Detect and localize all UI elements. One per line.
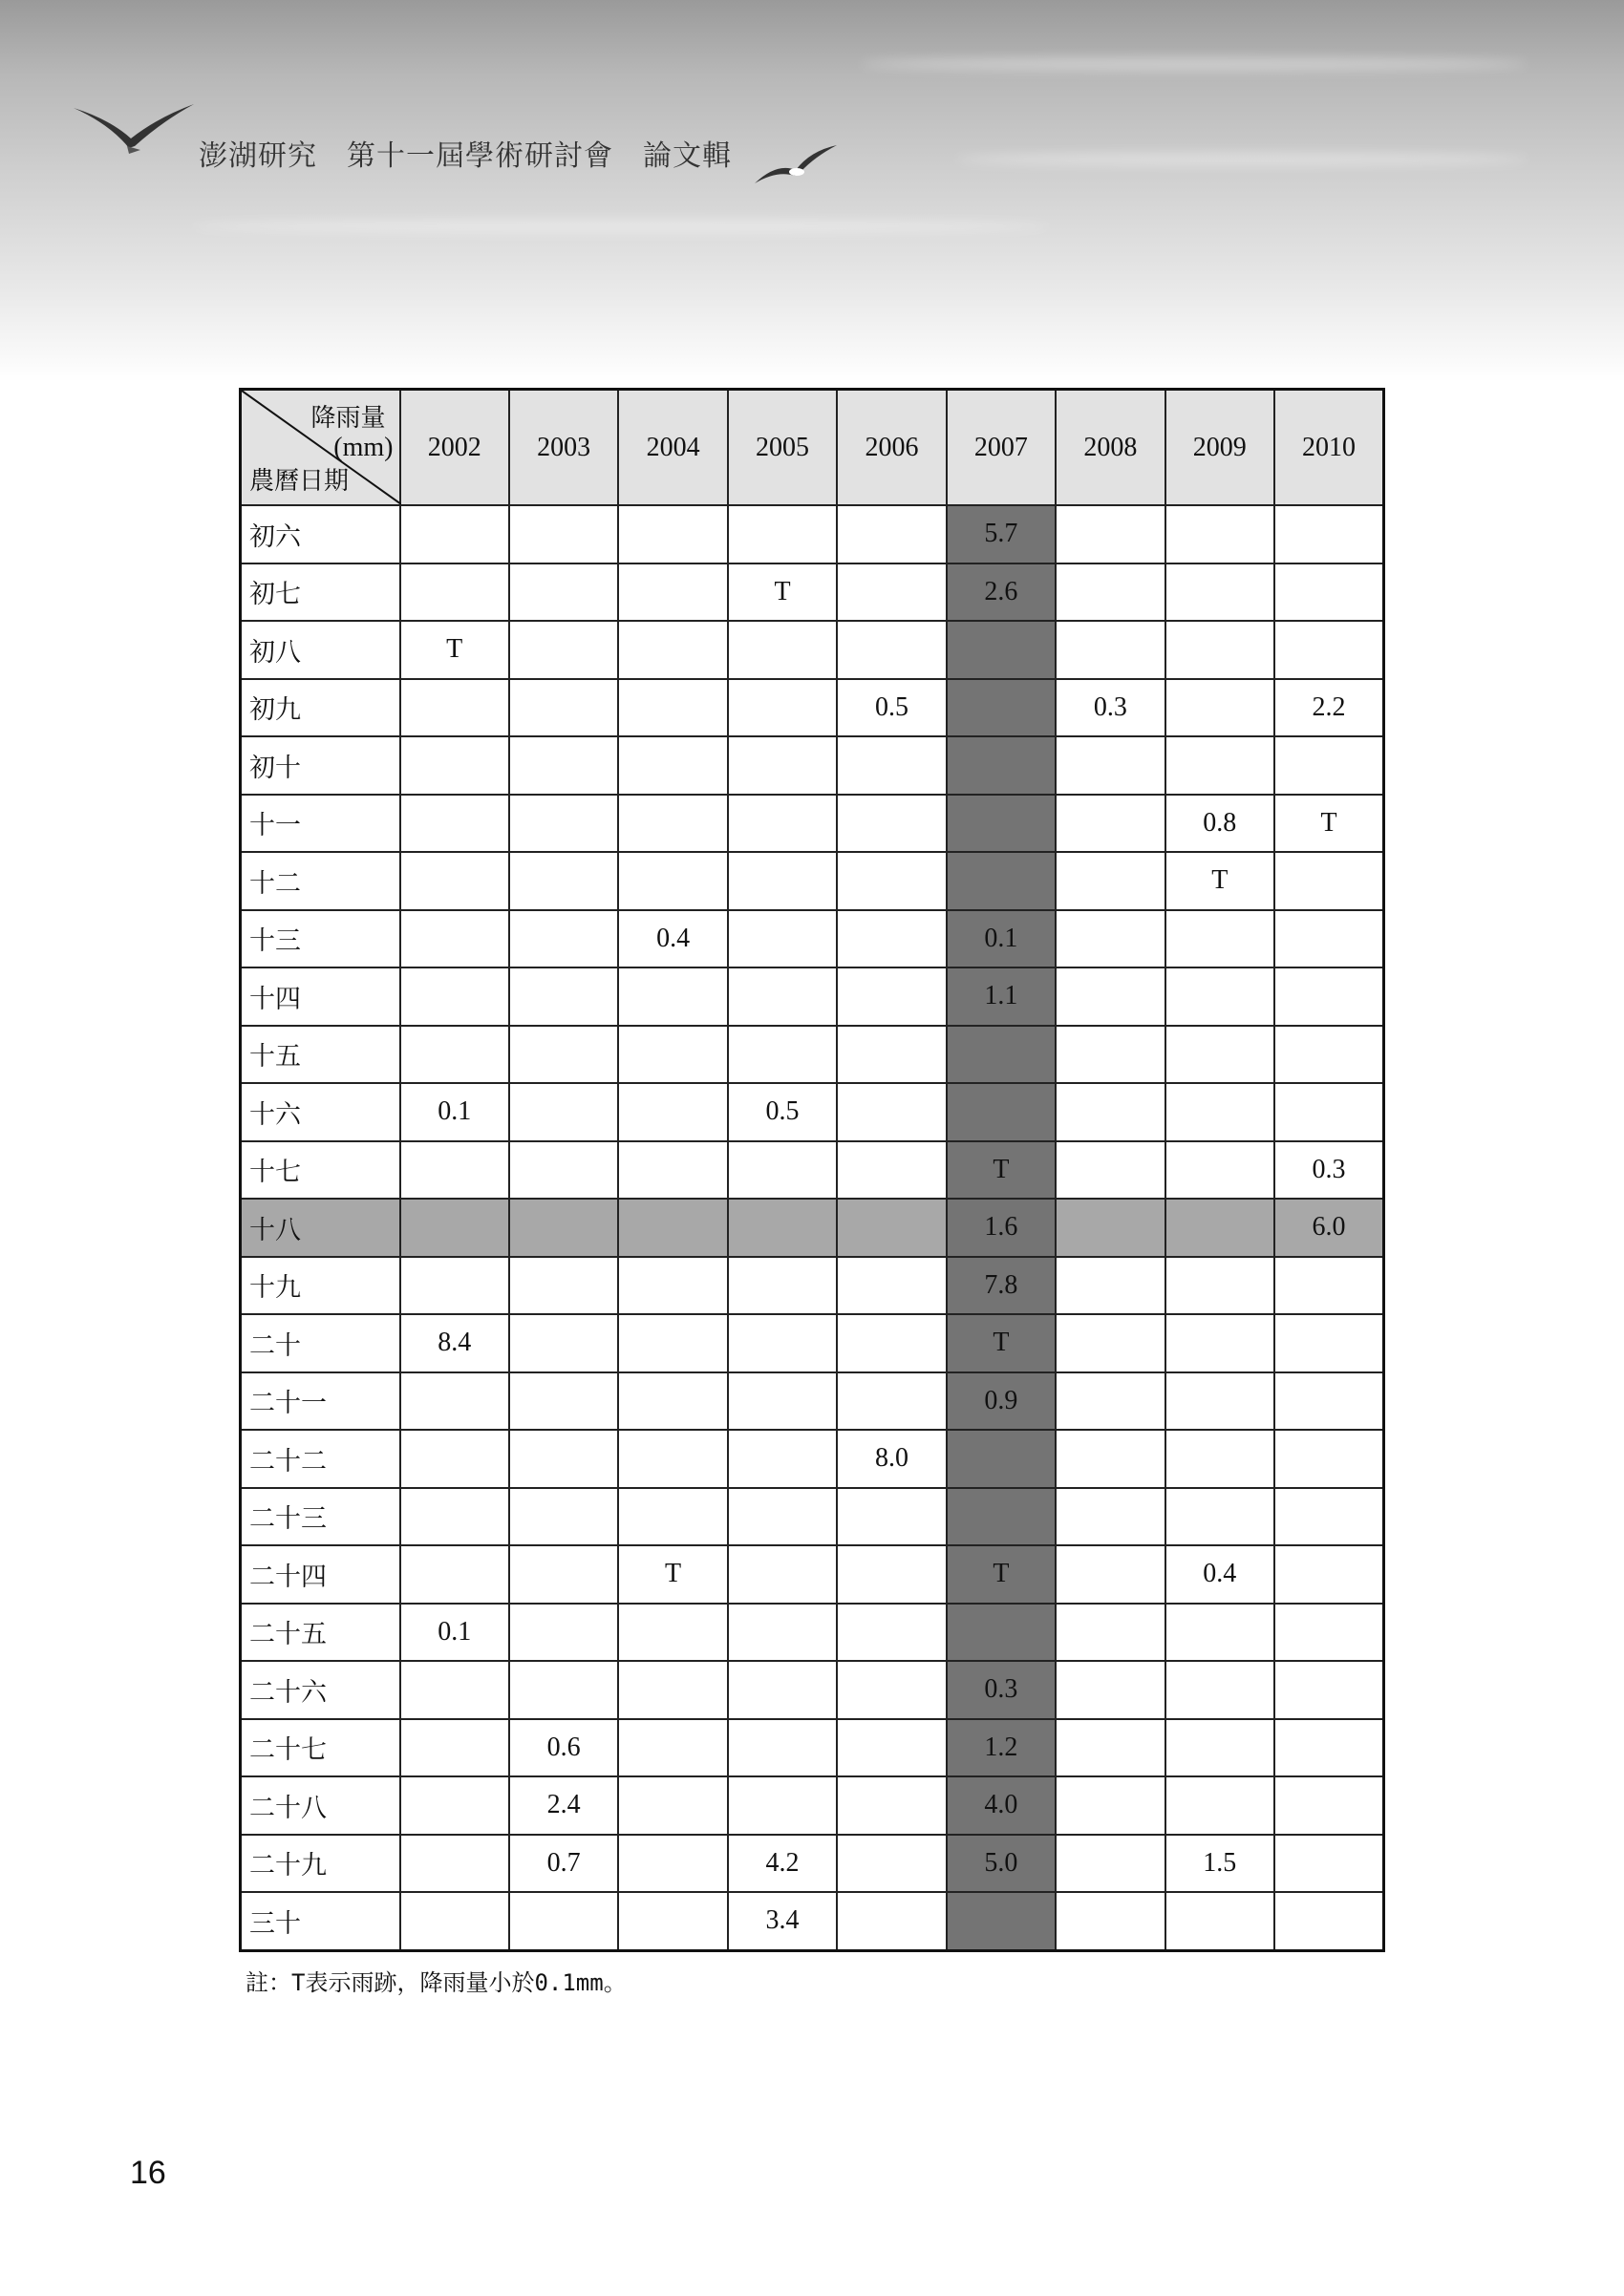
lunar-day-cell: 二十三 xyxy=(241,1488,400,1546)
rainfall-cell xyxy=(400,1257,509,1315)
rainfall-cell xyxy=(728,1372,837,1431)
rainfall-cell xyxy=(400,1661,509,1719)
rainfall-cell xyxy=(1165,1719,1274,1777)
rainfall-cell xyxy=(1274,1661,1384,1719)
rainfall-cell xyxy=(618,1719,727,1777)
rainfall-cell xyxy=(728,1604,837,1662)
rainfall-cell xyxy=(1056,563,1165,622)
rainfall-cell: 5.7 xyxy=(947,505,1056,563)
rainfall-cell: T xyxy=(618,1545,727,1604)
table-row xyxy=(241,1314,1384,1372)
rainfall-cell xyxy=(1165,1314,1274,1372)
lunar-day-cell: 二十 xyxy=(241,1314,400,1372)
rainfall-cell xyxy=(1274,1257,1384,1315)
table-row xyxy=(241,1199,1384,1257)
rainfall-cell xyxy=(509,1661,618,1719)
rainfall-cell xyxy=(1056,910,1165,968)
lunar-day-cell: 十六 xyxy=(241,1083,400,1141)
rainfall-cell xyxy=(1274,1083,1384,1141)
rainfall-cell xyxy=(947,1604,1056,1662)
rainfall-cell xyxy=(1274,621,1384,679)
lunar-day-cell: 二十一 xyxy=(241,1372,400,1431)
table-row xyxy=(241,1257,1384,1315)
rainfall-cell xyxy=(509,1141,618,1200)
rainfall-cell xyxy=(618,1661,727,1719)
rainfall-cell xyxy=(728,1199,837,1257)
seagull-icon xyxy=(753,143,839,186)
rainfall-cell xyxy=(1056,736,1165,795)
rainfall-cell xyxy=(1274,967,1384,1026)
rainfall-cell: 4.0 xyxy=(947,1776,1056,1835)
rainfall-cell xyxy=(1056,795,1165,853)
rainfall-cell xyxy=(1056,1719,1165,1777)
rainfall-cell xyxy=(947,1430,1056,1488)
rainfall-cell xyxy=(1165,1372,1274,1431)
rainfall-cell xyxy=(1165,1199,1274,1257)
lunar-day-cell: 十九 xyxy=(241,1257,400,1315)
rainfall-cell xyxy=(1165,910,1274,968)
table-row xyxy=(241,1372,1384,1431)
rainfall-cell xyxy=(1274,505,1384,563)
lunar-day-cell: 二十四 xyxy=(241,1545,400,1604)
rainfall-cell xyxy=(837,1719,946,1777)
rainfall-cell xyxy=(837,1661,946,1719)
rainfall-cell xyxy=(400,505,509,563)
rainfall-cell xyxy=(728,967,837,1026)
rainfall-cell: 0.4 xyxy=(618,910,727,968)
rainfall-cell xyxy=(509,1314,618,1372)
rainfall-cell xyxy=(1274,1488,1384,1546)
lunar-day-cell: 二十九 xyxy=(241,1835,400,1893)
rainfall-cell: 0.9 xyxy=(947,1372,1056,1431)
rainfall-cell xyxy=(509,852,618,910)
rainfall-cell xyxy=(1165,967,1274,1026)
rainfall-cell xyxy=(509,910,618,968)
rainfall-cell xyxy=(400,736,509,795)
table-footnote: 註：T表示雨跡，降雨量小於0.1mm。 xyxy=(246,1969,627,1996)
rainfall-cell xyxy=(947,1892,1056,1950)
rainfall-cell xyxy=(837,1545,946,1604)
rainfall-cell: T xyxy=(947,1314,1056,1372)
rainfall-cell xyxy=(618,1488,727,1546)
rainfall-cell xyxy=(509,679,618,737)
lunar-day-cell: 二十二 xyxy=(241,1430,400,1488)
lunar-day-cell: 三十 xyxy=(241,1892,400,1950)
table-header-row xyxy=(241,390,1384,506)
rainfall-cell xyxy=(837,1892,946,1950)
rainfall-cell xyxy=(1056,1141,1165,1200)
rainfall-cell xyxy=(618,852,727,910)
rainfall-cell xyxy=(509,795,618,853)
rainfall-cell: 2.6 xyxy=(947,563,1056,622)
year-header: 2004 xyxy=(618,390,727,506)
rainfall-cell xyxy=(400,1199,509,1257)
lunar-day-cell: 初十 xyxy=(241,736,400,795)
table-row xyxy=(241,1488,1384,1546)
lunar-day-cell: 初六 xyxy=(241,505,400,563)
rainfall-cell xyxy=(728,736,837,795)
rainfall-cell xyxy=(1165,1488,1274,1546)
rainfall-cell xyxy=(837,1314,946,1372)
rainfall-cell xyxy=(837,621,946,679)
table-row xyxy=(241,967,1384,1026)
rainfall-cell xyxy=(1165,736,1274,795)
rainfall-cell xyxy=(728,910,837,968)
rainfall-cell xyxy=(509,1430,618,1488)
rainfall-cell: 7.8 xyxy=(947,1257,1056,1315)
lunar-day-cell: 十一 xyxy=(241,795,400,853)
rainfall-cell xyxy=(837,563,946,622)
corner-header-cell xyxy=(241,390,400,506)
lunar-day-cell: 十三 xyxy=(241,910,400,968)
table-row xyxy=(241,1661,1384,1719)
lunar-day-cell: 二十六 xyxy=(241,1661,400,1719)
rainfall-label: 降雨量 xyxy=(310,404,386,433)
rainfall-cell xyxy=(400,1776,509,1835)
year-header: 2003 xyxy=(509,390,618,506)
rainfall-cell: 5.0 xyxy=(947,1835,1056,1893)
table-row xyxy=(241,852,1384,910)
rainfall-cell xyxy=(618,1835,727,1893)
lunar-day-cell: 十七 xyxy=(241,1141,400,1200)
rainfall-cell xyxy=(728,621,837,679)
rainfall-cell: T xyxy=(728,563,837,622)
running-title: 澎湖研究 第十一屆學術研討會 論文輯 xyxy=(199,139,732,173)
rainfall-cell xyxy=(509,1083,618,1141)
rainfall-cell xyxy=(947,679,1056,737)
rainfall-cell: 6.0 xyxy=(1274,1199,1384,1257)
rainfall-cell xyxy=(509,1257,618,1315)
rainfall-cell xyxy=(837,1083,946,1141)
rainfall-cell xyxy=(509,621,618,679)
rainfall-cell xyxy=(837,910,946,968)
rainfall-cell xyxy=(837,852,946,910)
lunar-day-cell: 初九 xyxy=(241,679,400,737)
rainfall-cell xyxy=(1056,1604,1165,1662)
rainfall-cell: 0.3 xyxy=(947,1661,1056,1719)
rainfall-cell xyxy=(728,1257,837,1315)
rainfall-cell xyxy=(618,795,727,853)
rainfall-cell: 0.8 xyxy=(1165,795,1274,853)
rainfall-cell xyxy=(837,1141,946,1200)
rainfall-cell xyxy=(618,736,727,795)
rainfall-cell xyxy=(1274,736,1384,795)
rainfall-cell xyxy=(728,1488,837,1546)
rainfall-cell xyxy=(618,967,727,1026)
rainfall-cell xyxy=(618,1257,727,1315)
table-row xyxy=(241,795,1384,853)
rainfall-cell xyxy=(728,852,837,910)
lunar-day-cell: 二十八 xyxy=(241,1776,400,1835)
year-header: 2009 xyxy=(1165,390,1274,506)
rainfall-cell xyxy=(1056,1199,1165,1257)
rainfall-cell: 0.1 xyxy=(947,910,1056,968)
rainfall-cell xyxy=(728,1545,837,1604)
rainfall-cell xyxy=(1165,563,1274,622)
rainfall-cell xyxy=(618,1026,727,1084)
year-header: 2002 xyxy=(400,390,509,506)
rainfall-cell xyxy=(1165,1083,1274,1141)
rainfall-cell xyxy=(618,1083,727,1141)
rainfall-cell xyxy=(1274,1604,1384,1662)
rainfall-cell xyxy=(1056,1488,1165,1546)
table-row xyxy=(241,1604,1384,1662)
lunar-day-cell: 十八 xyxy=(241,1199,400,1257)
rainfall-cell xyxy=(1274,1314,1384,1372)
rainfall-cell xyxy=(1056,1430,1165,1488)
rainfall-cell xyxy=(1165,505,1274,563)
rainfall-cell xyxy=(1165,1892,1274,1950)
rainfall-cell xyxy=(509,736,618,795)
rainfall-cell xyxy=(509,1892,618,1950)
rainfall-cell: 3.4 xyxy=(728,1892,837,1950)
rainfall-cell xyxy=(1165,1776,1274,1835)
rainfall-cell xyxy=(728,679,837,737)
rainfall-cell xyxy=(837,1604,946,1662)
rainfall-cell xyxy=(1056,1776,1165,1835)
rainfall-cell: 0.4 xyxy=(1165,1545,1274,1604)
table-row xyxy=(241,736,1384,795)
rainfall-cell xyxy=(837,1199,946,1257)
table-row xyxy=(241,1719,1384,1777)
rainfall-cell: 2.2 xyxy=(1274,679,1384,737)
rainfall-cell xyxy=(728,1430,837,1488)
rainfall-cell xyxy=(618,505,727,563)
rainfall-cell xyxy=(400,910,509,968)
rainfall-cell xyxy=(947,1488,1056,1546)
rainfall-cell xyxy=(400,1835,509,1893)
lunar-day-cell: 初八 xyxy=(241,621,400,679)
rainfall-cell: 8.4 xyxy=(400,1314,509,1372)
table-row xyxy=(241,505,1384,563)
rainfall-cell xyxy=(400,1141,509,1200)
rainfall-cell xyxy=(837,967,946,1026)
rainfall-cell xyxy=(837,1372,946,1431)
rainfall-cell xyxy=(400,1488,509,1546)
rainfall-cell xyxy=(509,1372,618,1431)
rainfall-cell xyxy=(618,1314,727,1372)
rainfall-cell: 8.0 xyxy=(837,1430,946,1488)
rainfall-cell: 0.7 xyxy=(509,1835,618,1893)
rainfall-cell xyxy=(947,736,1056,795)
rainfall-cell xyxy=(618,1430,727,1488)
rainfall-cell xyxy=(1274,1776,1384,1835)
rainfall-cell xyxy=(400,852,509,910)
rainfall-cell xyxy=(728,795,837,853)
rainfall-cell: 0.1 xyxy=(400,1604,509,1662)
table-row xyxy=(241,1026,1384,1084)
lunar-day-cell: 十五 xyxy=(241,1026,400,1084)
table-row xyxy=(241,910,1384,968)
rainfall-cell xyxy=(1056,1372,1165,1431)
rainfall-cell xyxy=(1165,1141,1274,1200)
rainfall-cell xyxy=(728,1776,837,1835)
table-row xyxy=(241,1430,1384,1488)
rainfall-cell xyxy=(618,1776,727,1835)
year-header: 2010 xyxy=(1274,390,1384,506)
table-row xyxy=(241,563,1384,622)
rainfall-cell xyxy=(509,967,618,1026)
rainfall-cell xyxy=(509,1199,618,1257)
rainfall-cell xyxy=(400,563,509,622)
rainfall-cell xyxy=(400,1892,509,1950)
rainfall-cell: 0.1 xyxy=(400,1083,509,1141)
rainfall-cell xyxy=(1056,505,1165,563)
rainfall-cell xyxy=(1165,679,1274,737)
table-row xyxy=(241,1776,1384,1835)
table-row xyxy=(241,1083,1384,1141)
rainfall-table xyxy=(239,388,1385,1952)
rainfall-cell xyxy=(400,679,509,737)
rainfall-cell xyxy=(1056,1257,1165,1315)
rainfall-cell xyxy=(509,1604,618,1662)
rainfall-cell xyxy=(837,1776,946,1835)
rainfall-cell xyxy=(1165,1604,1274,1662)
year-header: 2006 xyxy=(837,390,946,506)
rainfall-cell xyxy=(837,736,946,795)
rainfall-cell xyxy=(400,1430,509,1488)
rainfall-cell xyxy=(947,852,1056,910)
rainfall-cell xyxy=(509,1026,618,1084)
lunar-date-label: 農曆日期 xyxy=(249,467,350,496)
rainfall-cell xyxy=(1165,1257,1274,1315)
rainfall-cell: 0.3 xyxy=(1274,1141,1384,1200)
rainfall-cell: T xyxy=(400,621,509,679)
rainfall-cell xyxy=(837,795,946,853)
rainfall-cell xyxy=(1274,852,1384,910)
rainfall-cell: T xyxy=(947,1545,1056,1604)
rainfall-cell xyxy=(728,1719,837,1777)
rainfall-cell xyxy=(837,1257,946,1315)
rainfall-cell xyxy=(618,1372,727,1431)
rainfall-cell xyxy=(837,1026,946,1084)
table-row xyxy=(241,1835,1384,1893)
rainfall-cell xyxy=(400,795,509,853)
rainfall-cell xyxy=(400,967,509,1026)
rainfall-cell xyxy=(618,1892,727,1950)
rainfall-cell xyxy=(509,1488,618,1546)
rainfall-cell xyxy=(837,1488,946,1546)
rainfall-cell xyxy=(947,1083,1056,1141)
rainfall-cell xyxy=(947,621,1056,679)
rainfall-cell: T xyxy=(1165,852,1274,910)
rainfall-cell xyxy=(728,1661,837,1719)
rainfall-cell xyxy=(1165,1661,1274,1719)
table-row xyxy=(241,679,1384,737)
rainfall-cell xyxy=(1274,1719,1384,1777)
rainfall-cell xyxy=(1274,1545,1384,1604)
rainfall-cell xyxy=(1056,1661,1165,1719)
rainfall-cell xyxy=(400,1026,509,1084)
lunar-day-cell: 二十五 xyxy=(241,1604,400,1662)
page-banner xyxy=(0,0,1624,382)
rainfall-cell xyxy=(1165,1430,1274,1488)
rainfall-cell: 1.6 xyxy=(947,1199,1056,1257)
rainfall-cell xyxy=(1274,1835,1384,1893)
rainfall-cell xyxy=(728,505,837,563)
rainfall-cell xyxy=(509,1545,618,1604)
table-row xyxy=(241,1892,1384,1950)
rainfall-cell xyxy=(1274,1372,1384,1431)
table-row xyxy=(241,1545,1384,1604)
rainfall-cell xyxy=(509,505,618,563)
rainfall-cell: T xyxy=(947,1141,1056,1200)
rainfall-cell xyxy=(1056,1083,1165,1141)
rainfall-cell xyxy=(1056,1835,1165,1893)
rainfall-cell xyxy=(947,795,1056,853)
table-row xyxy=(241,1141,1384,1200)
year-header: 2008 xyxy=(1056,390,1165,506)
rainfall-cell xyxy=(1274,1026,1384,1084)
rainfall-cell: 0.6 xyxy=(509,1719,618,1777)
rainfall-cell xyxy=(1165,621,1274,679)
rainfall-cell xyxy=(400,1545,509,1604)
rainfall-cell xyxy=(1274,910,1384,968)
rainfall-cell xyxy=(618,1604,727,1662)
rainfall-cell xyxy=(728,1141,837,1200)
rainfall-cell xyxy=(618,1199,727,1257)
rainfall-cell xyxy=(1056,621,1165,679)
rainfall-cell xyxy=(1274,1892,1384,1950)
rainfall-cell xyxy=(400,1372,509,1431)
rainfall-cell xyxy=(400,1719,509,1777)
rainfall-cell xyxy=(947,1026,1056,1084)
rainfall-cell: 2.4 xyxy=(509,1776,618,1835)
rainfall-cell: T xyxy=(1274,795,1384,853)
year-header: 2005 xyxy=(728,390,837,506)
rainfall-cell xyxy=(1274,563,1384,622)
rainfall-cell xyxy=(837,1835,946,1893)
rainfall-cell: 1.5 xyxy=(1165,1835,1274,1893)
rainfall-cell xyxy=(1056,1314,1165,1372)
rainfall-cell xyxy=(1274,1430,1384,1488)
rainfall-cell: 0.3 xyxy=(1056,679,1165,737)
rainfall-cell: 0.5 xyxy=(728,1083,837,1141)
rainfall-cell xyxy=(1056,852,1165,910)
lunar-day-cell: 初七 xyxy=(241,563,400,622)
rainfall-cell xyxy=(728,1314,837,1372)
rainfall-cell xyxy=(837,505,946,563)
year-header: 2007 xyxy=(947,390,1056,506)
page-number: 16 xyxy=(130,2155,166,2191)
rainfall-cell xyxy=(1056,1892,1165,1950)
table-row xyxy=(241,621,1384,679)
rainfall-cell xyxy=(1056,967,1165,1026)
rainfall-cell: 4.2 xyxy=(728,1835,837,1893)
lunar-day-cell: 十四 xyxy=(241,967,400,1026)
rainfall-cell xyxy=(509,563,618,622)
rainfall-cell: 1.1 xyxy=(947,967,1056,1026)
rainfall-cell xyxy=(618,679,727,737)
rainfall-cell xyxy=(728,1026,837,1084)
rainfall-cell xyxy=(1056,1545,1165,1604)
unit-label: (mm) xyxy=(333,433,394,462)
seagull-icon xyxy=(72,100,196,158)
rainfall-cell xyxy=(1165,1026,1274,1084)
rainfall-cell xyxy=(618,1141,727,1200)
lunar-day-cell: 二十七 xyxy=(241,1719,400,1777)
rainfall-cell xyxy=(618,563,727,622)
rainfall-cell: 1.2 xyxy=(947,1719,1056,1777)
rainfall-cell xyxy=(1056,1026,1165,1084)
rainfall-cell: 0.5 xyxy=(837,679,946,737)
rainfall-cell xyxy=(618,621,727,679)
lunar-day-cell: 十二 xyxy=(241,852,400,910)
